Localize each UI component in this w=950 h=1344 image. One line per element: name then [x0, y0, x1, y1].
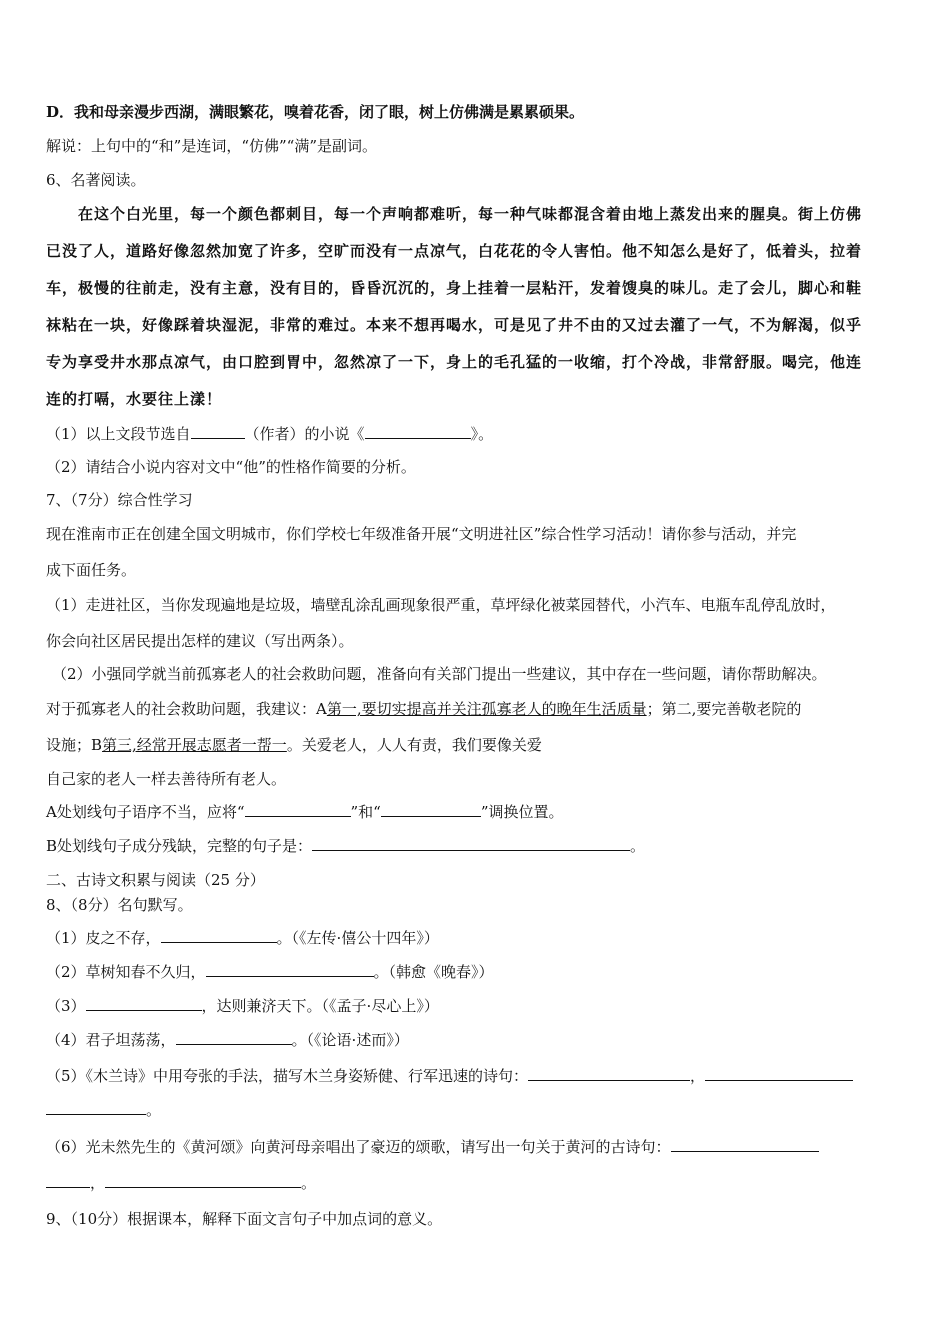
- q8-text: （3）: [46, 997, 86, 1015]
- complete-sentence-blank[interactable]: [312, 835, 630, 851]
- q8-text: （4）君子坦荡荡，: [46, 1031, 176, 1049]
- q8-text: （6）光未然先生的《黄河颂》向黄河母亲唱出了豪迈的颂歌，请写出一句关于黄河的古诗句：: [46, 1138, 671, 1156]
- q7-intro: 成下面任务。: [46, 561, 137, 579]
- answer-blank[interactable]: [161, 927, 277, 943]
- q7-task-b: [46, 835, 645, 857]
- answer-blank[interactable]: [705, 1065, 853, 1081]
- answer-blank[interactable]: [671, 1136, 819, 1152]
- q8-text: 。（《论语·述而》）: [291, 1031, 409, 1049]
- q7-sub2: 自己家的老人一样去善待所有老人。: [46, 770, 287, 788]
- q7-heading: 7、（7分）综合性学习: [46, 491, 193, 509]
- q8-item-3: [46, 995, 439, 1017]
- answer-blank[interactable]: [206, 961, 374, 977]
- q7-sub1: （1）走进社区，当你发现遍地是垃圾，墙壁乱涂乱画现象很严重，草坪绿化被菜园替代，小汽车、电瓶车乱停乱放时，: [46, 596, 836, 614]
- q8-item-2: [46, 961, 494, 983]
- q7-sub2-text: 对于孤寡老人的社会救助问题，我建议：A: [46, 700, 327, 718]
- q6-sub1: [46, 423, 493, 445]
- q7-sub2: [46, 698, 801, 720]
- passage-line: 已没了人，道路好像忽然加宽了许多，空旷而没有一点凉气，白花花的令人害怕。他不知怎么是好了，低着头，拉着: [46, 242, 863, 260]
- q8-text: 。（《左传·僖公十四年》）: [276, 929, 439, 947]
- q8-item-5: [46, 1065, 853, 1087]
- q7-task-text: ”和“: [350, 803, 381, 821]
- answer-blank[interactable]: [528, 1065, 690, 1081]
- answer-blank[interactable]: [86, 995, 202, 1011]
- q5-option-d: D．我和母亲漫步西湖，满眼繁花，嗅着花香，闭了眼，树上仿佛满是累累硕果。: [46, 103, 585, 121]
- q8-item-5-cont: [46, 1099, 161, 1121]
- q7-task-text: 。: [630, 837, 646, 855]
- q6-sub2: （2）请结合小说内容对文中“他”的性格作简要的分析。: [46, 458, 416, 476]
- q8-text: （2）草树知春不久归，: [46, 963, 206, 981]
- q8-text: 。: [146, 1101, 162, 1119]
- q7-task-text: ”调换位置。: [480, 803, 564, 821]
- q8-heading: 8、（8分）名句默写。: [46, 896, 193, 914]
- q7-sub2-text: 设施；B: [46, 736, 103, 754]
- q8-text: ，: [690, 1067, 706, 1085]
- q6-sub1-text: （1）以上文段节选自: [46, 425, 191, 443]
- answer-blank[interactable]: [105, 1172, 301, 1188]
- author-blank[interactable]: [191, 423, 245, 439]
- q7-sub2: （2）小强同学就当前孤寡老人的社会救助问题，准备向有关部门提出一些建议，其中存在一些问题，请你帮助解决。: [52, 665, 827, 683]
- q8-item-6: [46, 1136, 819, 1158]
- q8-text: ，: [90, 1174, 106, 1192]
- reorder-blank-2[interactable]: [381, 801, 481, 817]
- q7-sub2-text: 。关爱老人，人人有责，我们要像关爱: [286, 736, 542, 754]
- q7-sub2-text: ；第二,要完善敬老院的: [646, 700, 802, 718]
- q8-text: （5）《木兰诗》中用夸张的手法，描写木兰身姿矫健、行军迅速的诗句：: [46, 1067, 529, 1085]
- underlined-sentence-a: 第一,要切实提高并关注孤寡老人的晚年生活质量: [326, 700, 647, 718]
- novel-blank[interactable]: [365, 423, 471, 439]
- q7-intro: 现在淮南市正在创建全国文明城市，你们学校七年级准备开展“文明进社区”综合性学习活动！请你参与活动，并完: [46, 525, 797, 543]
- passage-line: 在这个白光里，每一个颜色都刺目，每一个声响都难听，每一种气味都混含着由地上蒸发出来的腥臭。街上仿佛: [78, 205, 863, 223]
- q7-task-text: B处划线句子成分残缺，完整的句子是：: [46, 837, 313, 855]
- q6-sub1-text: 》。: [470, 425, 494, 443]
- section-2-heading: 二、古诗文积累与阅读（25 分）: [46, 871, 265, 889]
- passage-line: 专为享受井水那点凉气，由口腔到胃中，忽然凉了一下，身上的毛孔猛的一收缩，打个冷战，非常舒服。喝完，他连: [46, 353, 863, 371]
- q8-text: 。: [301, 1174, 317, 1192]
- passage-line: 袜粘在一块，好像踩着块湿泥，非常的难过。本来不想再喝水，可是见了井不由的又过去灌了一气，不为解渴，似乎: [46, 316, 863, 334]
- answer-blank[interactable]: [176, 1029, 292, 1045]
- q8-text: （1）皮之不存，: [46, 929, 161, 947]
- reorder-blank-1[interactable]: [245, 801, 351, 817]
- q8-item-1: [46, 927, 439, 949]
- q8-text: 。（韩愈《晚春》）: [373, 963, 494, 981]
- answer-blank[interactable]: [46, 1099, 146, 1115]
- q9-heading: 9、（10分）根据课本，解释下面文言句子中加点词的意义。: [46, 1210, 443, 1228]
- underlined-sentence-b: 第三,经常开展志愿者一帮一: [102, 736, 287, 754]
- q8-item-4: [46, 1029, 409, 1051]
- answer-blank[interactable]: [46, 1172, 90, 1188]
- q8-item-6-cont: [46, 1172, 316, 1194]
- q7-sub1: 你会向社区居民提出怎样的建议（写出两条）。: [46, 632, 354, 650]
- passage-line: 车，极慢的往前走，没有主意，没有目的，昏昏沉沉的，身上挂着一层粘汗，发着馊臭的味儿。走了会儿，脚心和鞋: [46, 279, 863, 297]
- q7-sub2: [46, 734, 542, 756]
- q5-explanation: 解说：上句中的“和”是连词，“仿佛”“满”是副词。: [46, 137, 378, 155]
- q7-task-text: A处划线句子语序不当，应将“: [46, 803, 245, 821]
- q8-text: ，达则兼济天下。（《孟子·尽心上》）: [201, 997, 439, 1015]
- q6-heading: 6、名著阅读。: [46, 171, 146, 189]
- q6-sub1-text: （作者）的小说《: [244, 425, 365, 443]
- q7-task-a: [46, 801, 564, 823]
- passage-line: 连的打嗝，水要往上漾！: [46, 390, 223, 408]
